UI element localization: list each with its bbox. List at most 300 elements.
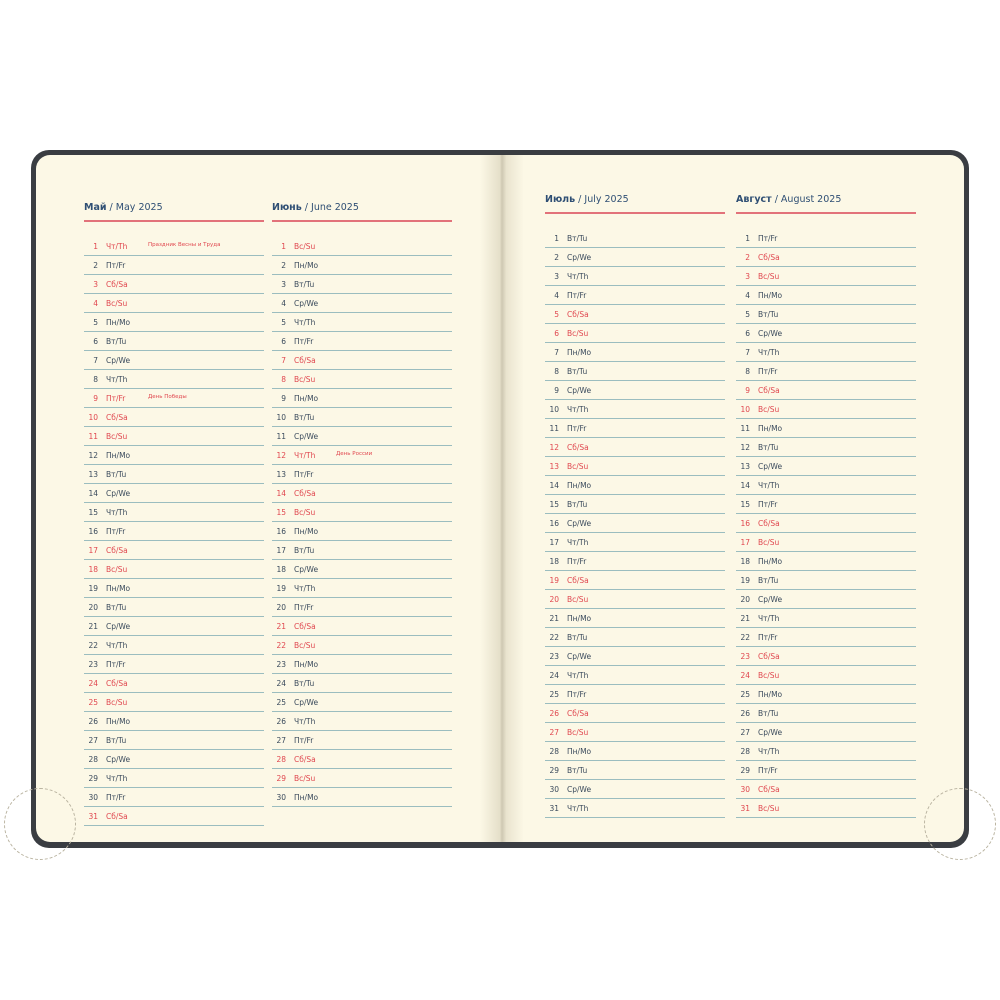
month-name-en: July 2025 <box>584 194 629 205</box>
day-number: 4 <box>93 299 98 308</box>
day-number: 3 <box>93 280 98 289</box>
day-row <box>84 599 264 617</box>
weekday-label: Пт/Fr <box>294 603 314 612</box>
day-row <box>84 295 264 313</box>
day-number: 7 <box>745 348 750 357</box>
day-number: 20 <box>88 603 98 612</box>
weekday-label: Вт/Tu <box>758 576 779 585</box>
corner-stitch-right <box>924 788 996 860</box>
day-row <box>545 496 725 514</box>
weekday-label: Вт/Tu <box>567 500 588 509</box>
weekday-label: Сб/Sa <box>758 519 780 528</box>
day-row <box>545 781 725 799</box>
day-row <box>272 238 452 256</box>
day-number: 11 <box>88 432 98 441</box>
weekday-label: Чт/Th <box>294 318 316 327</box>
day-number: 21 <box>549 614 559 623</box>
day-number: 17 <box>740 538 750 547</box>
day-number: 12 <box>740 443 750 452</box>
day-number: 20 <box>276 603 286 612</box>
day-number: 22 <box>88 641 98 650</box>
day-number: 14 <box>740 481 750 490</box>
day-row <box>545 382 725 400</box>
weekday-label: Чт/Th <box>567 538 589 547</box>
weekday-label: Пн/Mo <box>567 481 592 490</box>
weekday-label: Ср/We <box>294 565 319 574</box>
day-number: 23 <box>276 660 286 669</box>
day-number: 27 <box>88 736 98 745</box>
day-row <box>272 276 452 294</box>
weekday-label: Ср/We <box>567 652 592 661</box>
day-row <box>84 428 264 446</box>
day-row <box>84 352 264 370</box>
weekday-label: Пн/Mo <box>294 660 319 669</box>
weekday-label: Вт/Tu <box>758 310 779 319</box>
day-list <box>545 230 725 818</box>
day-row <box>84 333 264 351</box>
weekday-label: Вт/Tu <box>106 603 127 612</box>
day-number: 23 <box>740 652 750 661</box>
day-row <box>272 428 452 446</box>
weekday-label: Вт/Tu <box>106 470 127 479</box>
day-number: 16 <box>549 519 559 528</box>
day-row <box>736 458 916 476</box>
holiday-note: Праздник Весны и Труда <box>148 242 221 248</box>
day-number: 2 <box>93 261 98 270</box>
day-row <box>84 808 264 826</box>
weekday-label: Сб/Sa <box>758 785 780 794</box>
weekday-label: Сб/Sa <box>294 622 316 631</box>
weekday-label: Сб/Sa <box>106 413 128 422</box>
day-number: 21 <box>276 622 286 631</box>
day-row <box>84 466 264 484</box>
day-row <box>736 287 916 305</box>
day-row <box>84 390 264 408</box>
day-row <box>545 344 725 362</box>
day-number: 6 <box>93 337 98 346</box>
day-number: 23 <box>88 660 98 669</box>
day-row <box>545 686 725 704</box>
weekday-label: Пн/Mo <box>294 793 319 802</box>
day-number: 22 <box>740 633 750 642</box>
weekday-label: Вт/Tu <box>758 443 779 452</box>
weekday-label: Пн/Mo <box>758 690 783 699</box>
day-number: 17 <box>88 546 98 555</box>
weekday-label: Пт/Fr <box>294 470 314 479</box>
day-row <box>272 504 452 522</box>
day-number: 6 <box>554 329 559 338</box>
weekday-label: Вт/Tu <box>567 234 588 243</box>
day-list <box>272 238 452 807</box>
day-number: 27 <box>276 736 286 745</box>
weekday-label: Сб/Sa <box>294 755 316 764</box>
day-number: 14 <box>88 489 98 498</box>
day-row <box>272 314 452 332</box>
weekday-label: Чт/Th <box>106 508 128 517</box>
weekday-label: Чт/Th <box>758 481 780 490</box>
day-number: 27 <box>549 728 559 737</box>
weekday-label: Чт/Th <box>294 584 316 593</box>
weekday-label: Сб/Sa <box>758 386 780 395</box>
weekday-label: Сб/Sa <box>106 280 128 289</box>
day-row <box>272 542 452 560</box>
day-number: 15 <box>88 508 98 517</box>
day-list <box>84 238 264 826</box>
day-number: 26 <box>740 709 750 718</box>
day-row <box>545 325 725 343</box>
weekday-label: Ср/We <box>106 622 131 631</box>
day-number: 20 <box>549 595 559 604</box>
day-row <box>736 496 916 514</box>
weekday-label: Пт/Fr <box>758 500 778 509</box>
day-row <box>84 485 264 503</box>
day-number: 24 <box>740 671 750 680</box>
day-row <box>272 751 452 769</box>
day-number: 8 <box>93 375 98 384</box>
day-number: 16 <box>740 519 750 528</box>
day-number: 4 <box>554 291 559 300</box>
day-row <box>545 306 725 324</box>
weekday-label: Чт/Th <box>106 242 128 251</box>
weekday-label: Вс/Su <box>106 698 128 707</box>
weekday-label: Ср/We <box>758 595 783 604</box>
weekday-label: Вс/Su <box>567 329 589 338</box>
weekday-label: Чт/Th <box>106 641 128 650</box>
day-number: 13 <box>276 470 286 479</box>
weekday-label: Вс/Su <box>106 299 128 308</box>
day-row <box>545 439 725 457</box>
day-row <box>84 314 264 332</box>
day-number: 1 <box>93 242 98 251</box>
day-number: 15 <box>276 508 286 517</box>
day-row <box>736 591 916 609</box>
day-row <box>545 458 725 476</box>
weekday-label: Вт/Tu <box>294 679 315 688</box>
day-row <box>736 401 916 419</box>
day-row <box>736 230 916 248</box>
weekday-label: Пн/Mo <box>106 584 131 593</box>
day-number: 14 <box>549 481 559 490</box>
day-row <box>736 629 916 647</box>
day-number: 15 <box>549 500 559 509</box>
day-row <box>272 580 452 598</box>
day-row <box>545 420 725 438</box>
day-number: 23 <box>549 652 559 661</box>
day-row <box>545 401 725 419</box>
month-column-july <box>545 194 725 819</box>
day-number: 8 <box>281 375 286 384</box>
day-number: 28 <box>88 755 98 764</box>
weekday-label: Чт/Th <box>758 614 780 623</box>
weekday-label: Сб/Sa <box>758 253 780 262</box>
day-number: 29 <box>740 766 750 775</box>
weekday-label: Сб/Sa <box>567 576 589 585</box>
holiday-note: День Победы <box>148 394 187 400</box>
month-header <box>545 194 725 214</box>
day-row <box>736 572 916 590</box>
day-number: 7 <box>281 356 286 365</box>
weekday-label: Ср/We <box>758 728 783 737</box>
day-row <box>272 770 452 788</box>
day-number: 25 <box>88 698 98 707</box>
day-number: 9 <box>281 394 286 403</box>
month-separator: / <box>575 194 585 205</box>
day-number: 29 <box>276 774 286 783</box>
month-separator: / <box>106 202 116 213</box>
day-number: 4 <box>745 291 750 300</box>
weekday-label: Вс/Su <box>567 462 589 471</box>
holiday-note: День России <box>336 451 373 457</box>
day-number: 5 <box>93 318 98 327</box>
weekday-label: Пт/Fr <box>106 793 126 802</box>
weekday-label: Пт/Fr <box>758 633 778 642</box>
day-row <box>84 257 264 275</box>
day-row <box>272 333 452 351</box>
day-row <box>84 504 264 522</box>
day-number: 25 <box>276 698 286 707</box>
day-row <box>736 648 916 666</box>
day-row <box>736 249 916 267</box>
day-row <box>545 762 725 780</box>
day-number: 20 <box>740 595 750 604</box>
month-name-en: August 2025 <box>780 194 842 205</box>
day-number: 25 <box>549 690 559 699</box>
day-number: 15 <box>740 500 750 509</box>
day-row <box>84 523 264 541</box>
day-row <box>84 580 264 598</box>
weekday-label: Пт/Fr <box>106 261 126 270</box>
day-number: 22 <box>549 633 559 642</box>
weekday-label: Пн/Mo <box>567 614 592 623</box>
weekday-label: Вт/Tu <box>106 337 127 346</box>
weekday-label: Чт/Th <box>758 348 780 357</box>
month-separator: / <box>301 202 312 213</box>
day-row <box>272 447 452 465</box>
day-row <box>84 409 264 427</box>
day-number: 28 <box>740 747 750 756</box>
weekday-label: Вс/Su <box>106 565 128 574</box>
day-row <box>84 656 264 674</box>
weekday-label: Чт/Th <box>106 774 128 783</box>
day-row <box>736 800 916 818</box>
month-name-ru: Май <box>84 202 107 213</box>
day-row <box>545 363 725 381</box>
weekday-label: Чт/Th <box>106 375 128 384</box>
weekday-label: Пт/Fr <box>106 660 126 669</box>
day-row <box>545 629 725 647</box>
day-row <box>545 515 725 533</box>
day-row <box>84 770 264 788</box>
weekday-label: Пт/Fr <box>106 394 126 403</box>
weekday-label: Сб/Sa <box>106 679 128 688</box>
weekday-label: Вс/Su <box>567 595 589 604</box>
weekday-label: Чт/Th <box>567 405 589 414</box>
day-number: 30 <box>276 793 286 802</box>
day-number: 13 <box>740 462 750 471</box>
day-row <box>736 667 916 685</box>
day-number: 7 <box>93 356 98 365</box>
day-row <box>545 268 725 286</box>
day-number: 19 <box>276 584 286 593</box>
weekday-label: Сб/Sa <box>567 443 589 452</box>
day-number: 30 <box>740 785 750 794</box>
day-number: 12 <box>276 451 286 460</box>
day-number: 2 <box>554 253 559 262</box>
day-number: 8 <box>745 367 750 376</box>
weekday-label: Пн/Mo <box>106 451 131 460</box>
day-number: 29 <box>549 766 559 775</box>
day-row <box>736 325 916 343</box>
day-row <box>84 789 264 807</box>
day-number: 10 <box>740 405 750 414</box>
day-list <box>736 230 916 818</box>
day-row <box>736 344 916 362</box>
day-row <box>545 477 725 495</box>
day-row <box>84 713 264 731</box>
day-row <box>272 656 452 674</box>
day-row <box>272 789 452 807</box>
day-number: 9 <box>93 394 98 403</box>
day-row <box>272 694 452 712</box>
day-row <box>84 276 264 294</box>
day-number: 9 <box>554 386 559 395</box>
weekday-label: Ср/We <box>106 755 131 764</box>
day-row <box>736 553 916 571</box>
day-number: 26 <box>549 709 559 718</box>
weekday-label: Вс/Su <box>294 774 316 783</box>
day-row <box>545 648 725 666</box>
day-row <box>84 238 264 256</box>
day-number: 12 <box>88 451 98 460</box>
day-number: 18 <box>88 565 98 574</box>
weekday-label: Чт/Th <box>758 747 780 756</box>
weekday-label: Ср/We <box>567 253 592 262</box>
day-number: 11 <box>740 424 750 433</box>
day-row <box>272 713 452 731</box>
day-number: 17 <box>549 538 559 547</box>
day-row <box>272 637 452 655</box>
day-row <box>272 485 452 503</box>
day-row <box>545 705 725 723</box>
weekday-label: Пт/Fr <box>567 291 587 300</box>
day-row <box>736 306 916 324</box>
day-row <box>736 439 916 457</box>
day-number: 14 <box>276 489 286 498</box>
weekday-label: Ср/We <box>567 785 592 794</box>
weekday-label: Вт/Tu <box>106 736 127 745</box>
day-row <box>736 363 916 381</box>
weekday-label: Пн/Mo <box>567 348 592 357</box>
weekday-label: Пн/Mo <box>758 291 783 300</box>
weekday-label: Пт/Fr <box>294 736 314 745</box>
day-row <box>84 637 264 655</box>
weekday-label: Вт/Tu <box>567 766 588 775</box>
weekday-label: Ср/We <box>567 519 592 528</box>
day-number: 1 <box>281 242 286 251</box>
day-row <box>84 371 264 389</box>
day-row <box>736 534 916 552</box>
day-row <box>272 409 452 427</box>
day-number: 29 <box>88 774 98 783</box>
day-row <box>272 675 452 693</box>
day-number: 8 <box>554 367 559 376</box>
day-number: 5 <box>554 310 559 319</box>
day-row <box>545 610 725 628</box>
weekday-label: Чт/Th <box>567 804 589 813</box>
day-row <box>736 762 916 780</box>
day-number: 1 <box>745 234 750 243</box>
day-row <box>272 599 452 617</box>
day-number: 22 <box>276 641 286 650</box>
weekday-label: Пн/Mo <box>106 717 131 726</box>
weekday-label: Пт/Fr <box>758 234 778 243</box>
day-row <box>736 268 916 286</box>
weekday-label: Вт/Tu <box>567 367 588 376</box>
weekday-label: Вт/Tu <box>567 633 588 642</box>
day-number: 16 <box>276 527 286 536</box>
day-row <box>272 295 452 313</box>
day-row <box>545 724 725 742</box>
month-name-ru: Июнь <box>272 202 302 213</box>
day-number: 28 <box>549 747 559 756</box>
day-number: 18 <box>276 565 286 574</box>
weekday-label: Пт/Fr <box>567 690 587 699</box>
weekday-label: Пн/Mo <box>106 318 131 327</box>
day-row <box>545 591 725 609</box>
day-row <box>272 371 452 389</box>
day-row <box>736 724 916 742</box>
day-number: 11 <box>276 432 286 441</box>
weekday-label: Вс/Su <box>106 432 128 441</box>
book-gutter <box>480 155 524 842</box>
day-row <box>736 382 916 400</box>
month-name-ru: Июль <box>545 194 576 205</box>
day-row <box>545 230 725 248</box>
day-number: 10 <box>549 405 559 414</box>
weekday-label: Чт/Th <box>294 451 316 460</box>
weekday-label: Вт/Tu <box>294 546 315 555</box>
day-row <box>545 553 725 571</box>
weekday-label: Пн/Mo <box>567 747 592 756</box>
day-row <box>736 781 916 799</box>
day-number: 21 <box>740 614 750 623</box>
day-row <box>84 542 264 560</box>
weekday-label: Ср/We <box>294 698 319 707</box>
month-column-june <box>272 202 452 808</box>
weekday-label: Вс/Su <box>294 375 316 384</box>
day-number: 27 <box>740 728 750 737</box>
month-separator: / <box>771 194 781 205</box>
month-name-ru: Август <box>736 194 772 205</box>
day-number: 6 <box>745 329 750 338</box>
day-row <box>736 610 916 628</box>
day-number: 3 <box>281 280 286 289</box>
day-row <box>84 751 264 769</box>
day-row <box>736 477 916 495</box>
weekday-label: Пн/Mo <box>294 527 319 536</box>
day-row <box>545 534 725 552</box>
weekday-label: Пн/Mo <box>758 424 783 433</box>
day-number: 1 <box>554 234 559 243</box>
day-row <box>545 667 725 685</box>
day-number: 18 <box>549 557 559 566</box>
weekday-label: Вс/Su <box>758 272 780 281</box>
day-number: 4 <box>281 299 286 308</box>
weekday-label: Чт/Th <box>567 272 589 281</box>
day-number: 19 <box>549 576 559 585</box>
day-number: 10 <box>276 413 286 422</box>
day-number: 31 <box>549 804 559 813</box>
